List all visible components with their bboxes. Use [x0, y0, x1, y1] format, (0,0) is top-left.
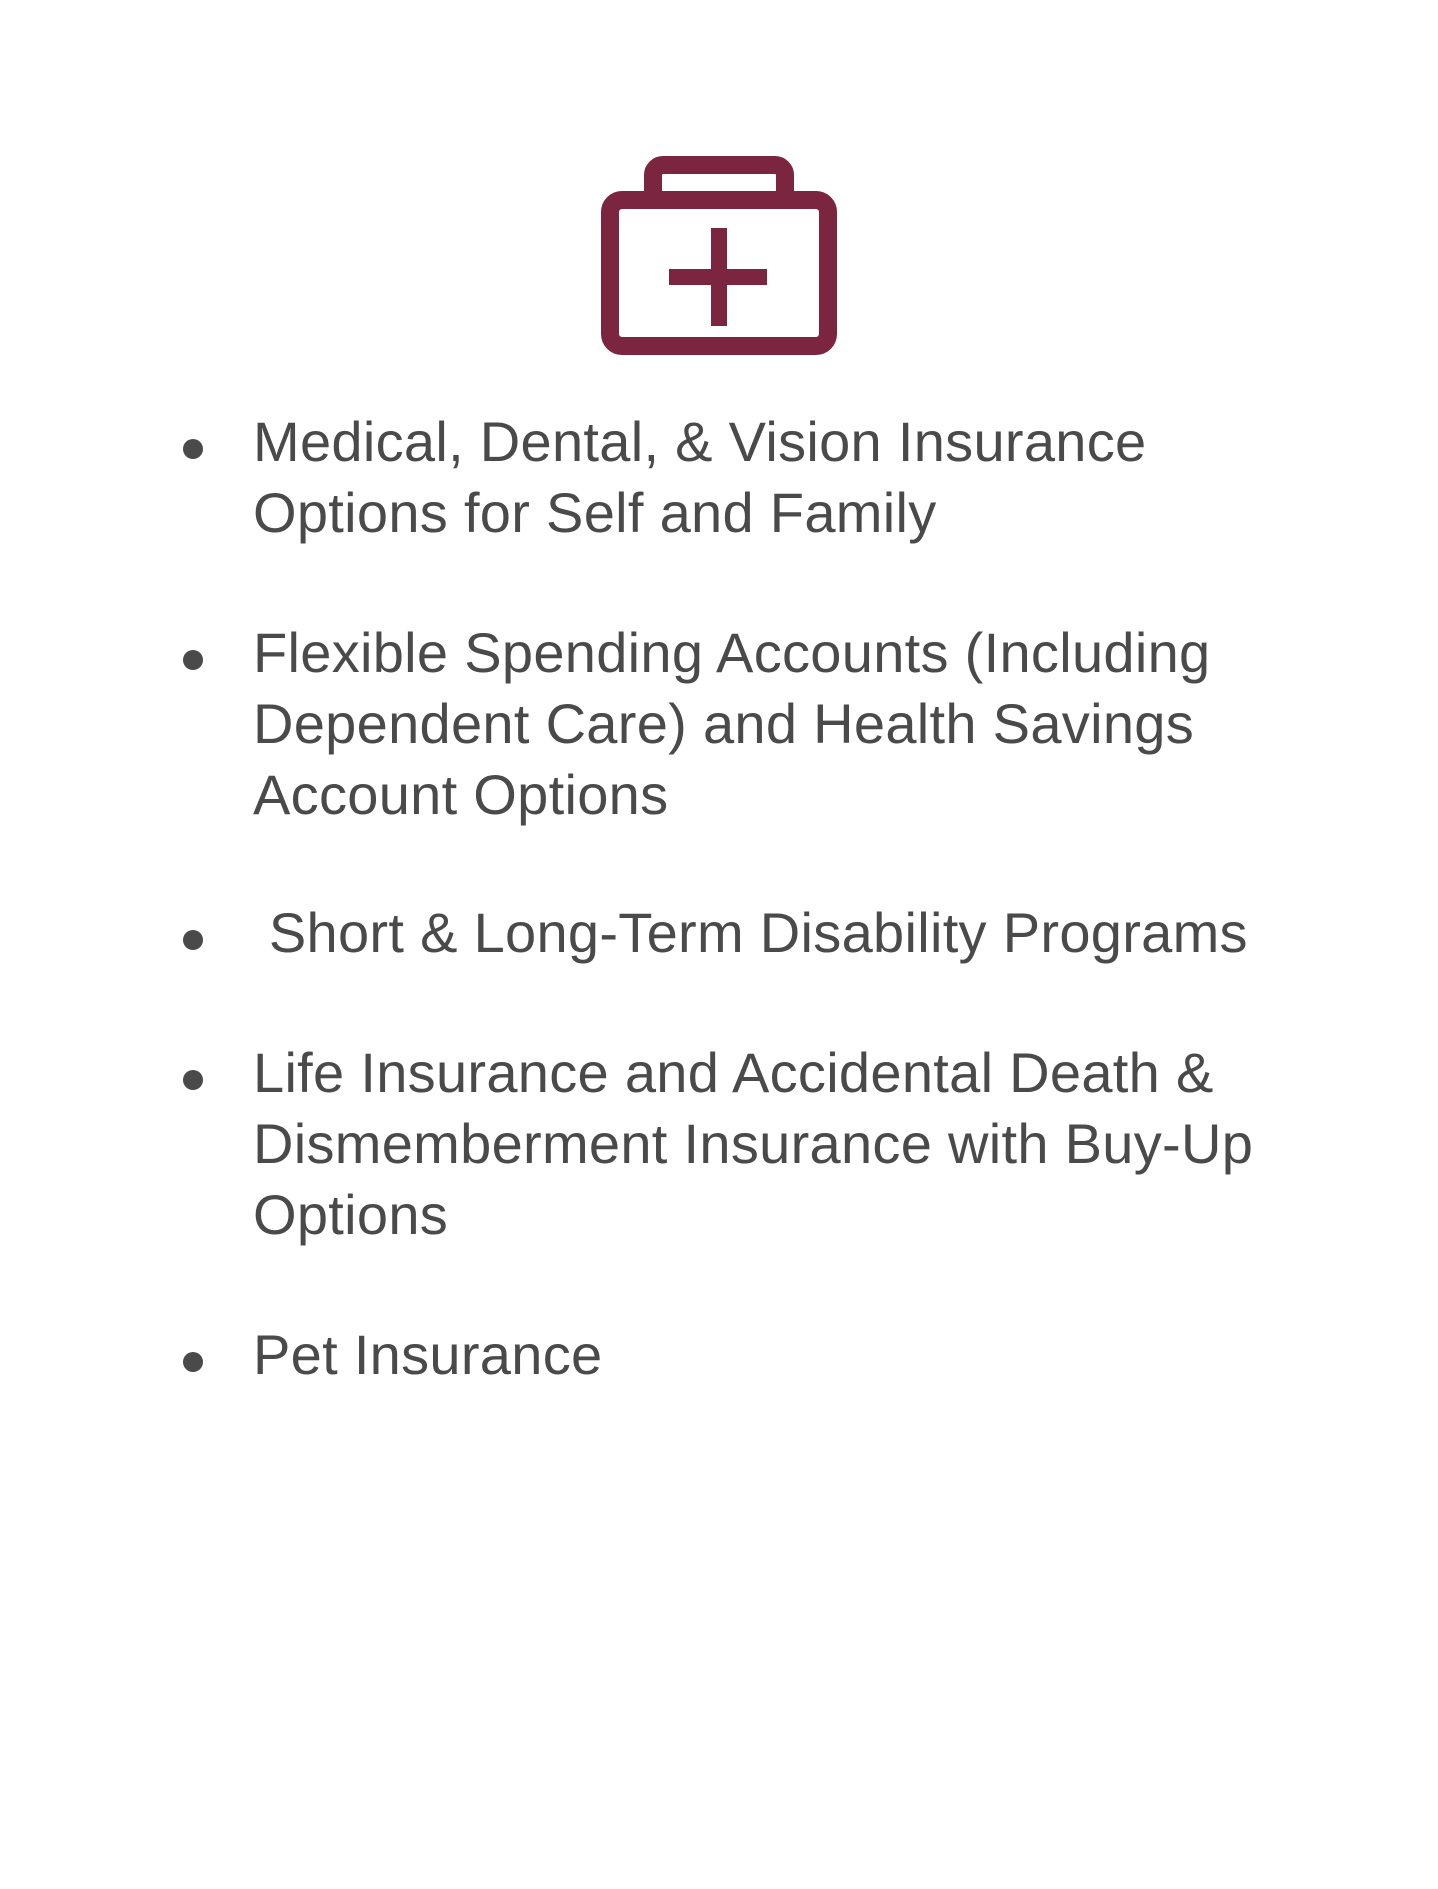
- benefit-text: Medical, Dental, & Vision Insurance Options for Self and Family: [253, 410, 1147, 544]
- list-item: [0, 406, 1438, 548]
- bullet-icon: [183, 439, 203, 459]
- bullet-icon: [183, 650, 203, 670]
- benefit-text: Pet Insurance: [253, 1323, 603, 1386]
- bullet-icon: [183, 1352, 203, 1372]
- benefit-text: Short & Long-Term Disability Programs: [253, 901, 1248, 964]
- list-item: [0, 1037, 1438, 1250]
- bullet-icon: [183, 930, 203, 950]
- list-item: [0, 617, 1438, 830]
- benefit-text: Flexible Spending Accounts (Including Dependent Care) and Health Savings Account Options: [253, 621, 1211, 826]
- list-item: [0, 1319, 1438, 1390]
- list-item: [0, 897, 1438, 968]
- benefits-list: [0, 406, 1438, 1390]
- bullet-icon: [183, 1070, 203, 1090]
- benefit-text: Life Insurance and Accidental Death & Dismemberment Insurance with Buy-Up Options: [253, 1041, 1254, 1246]
- medical-kit-icon: [601, 156, 837, 356]
